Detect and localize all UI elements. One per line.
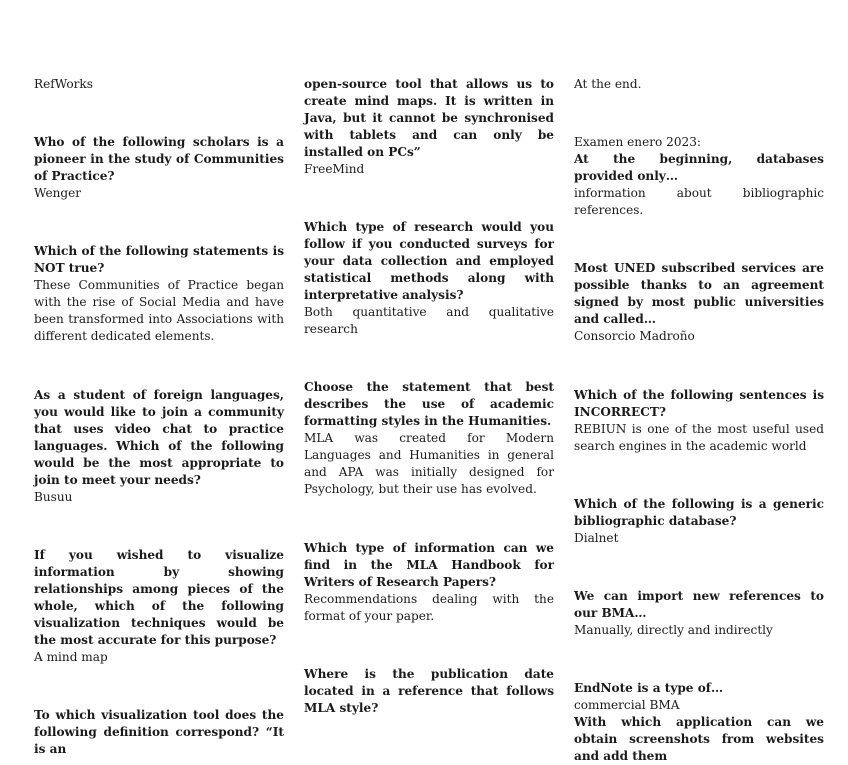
answer-text: Consorcio Madroño [574, 329, 695, 344]
question-text: EndNote is a type of… [574, 681, 724, 696]
answer-text: FreeMind [304, 162, 365, 176]
paragraph-gap [574, 651, 824, 668]
paragraph-gap [574, 357, 824, 374]
question-text: Which of the following statements is NOT true? [34, 244, 284, 276]
question-text: Which type of research would you follow if you conducted surveys for your data collection and employed statistical methods along with interpretative analysis? [304, 220, 554, 303]
paragraph-gap [34, 105, 284, 122]
paragraph-gap [34, 678, 284, 695]
question-text: Who of the following scholars is a pioneer in the study of Communities of Practice? [34, 135, 284, 184]
question-text: open-source tool that allows us to create mind maps. It is written in Java, but it cannot be synchronised with tablets and can only be installed on PCs” [304, 77, 554, 159]
question-text: We can import new references to our BMA… [574, 588, 824, 620]
paragraph-gap [574, 467, 824, 484]
answer-text: A mind map [34, 649, 108, 664]
question-text: As a student of foreign languages, you would like to join a community that uses video chat to practice languages. Which of the following would be the most appropriate to join to meet your needs? [34, 387, 284, 487]
question-text: Which of the following sentences is INCORRECT? [574, 387, 824, 419]
answer-text: Manually, directly and indirectly [574, 622, 773, 637]
text-column-3 [574, 76, 824, 765]
answer-text: Both quantitative and qualitative research [304, 305, 554, 337]
question-text: Which of the following is a generic bibliographic database? [574, 496, 824, 528]
paragraph-gap [34, 214, 284, 231]
paragraph-gap [304, 190, 554, 207]
text-column-2 [304, 76, 554, 717]
paragraph-gap [574, 231, 824, 248]
answer-text: Dialnet [574, 530, 619, 545]
question-text: With which application can we obtain screenshots from websites and add them [574, 715, 824, 764]
answer-text: At the end. [574, 77, 642, 91]
answer-text: MLA was created for Modern Languages and Humanities in general and APA was initially designed for Psychology, but their use has evolved. [304, 431, 554, 497]
answer-text: RefWorks [34, 77, 93, 91]
answer-text: These Communities of Practice began with the rise of Social Media and have been transformed into Associations with different dedicated elements. [34, 278, 284, 344]
answer-text: REBIUN is one of the most useful used search engines in the academic world [574, 421, 824, 453]
paragraph-gap [574, 559, 824, 576]
answer-text: Examen enero 2023: [574, 135, 701, 150]
answer-text: Busuu [34, 489, 73, 504]
paragraph-gap [574, 105, 824, 122]
answer-text: information about bibliographic references. [574, 186, 824, 218]
paragraph-gap [304, 350, 554, 367]
question-text: Where is the publication date located in a reference that follows MLA style? [304, 666, 554, 715]
paragraph-gap [304, 637, 554, 654]
paragraph-gap [34, 518, 284, 535]
question-text: Which type of information can we find in the MLA Handbook for Writers of Research Papers? [304, 540, 554, 589]
question-text: To which visualization tool does the following definition correspond? “It is an [34, 707, 284, 756]
paragraph-gap [304, 510, 554, 527]
question-text: Choose the statement that best describes the use of academic formatting styles in the Humanities. [304, 380, 554, 429]
text-column-1 [34, 76, 284, 758]
answer-text: Wenger [34, 186, 82, 201]
answer-text: commercial BMA [574, 698, 680, 713]
paragraph-gap [34, 357, 284, 374]
question-text: If you wished to visualize information by showing relationships among pieces of the whole, which of the following visualization techniques would be the most accurate for this purpose? [34, 547, 284, 647]
question-text: At the beginning, databases provided only… [574, 152, 824, 184]
answer-text: Recommendations dealing with the format of your paper. [304, 591, 554, 623]
question-text: Most UNED subscribed services are possible thanks to an agreement signed by most public universities and called… [574, 261, 824, 327]
